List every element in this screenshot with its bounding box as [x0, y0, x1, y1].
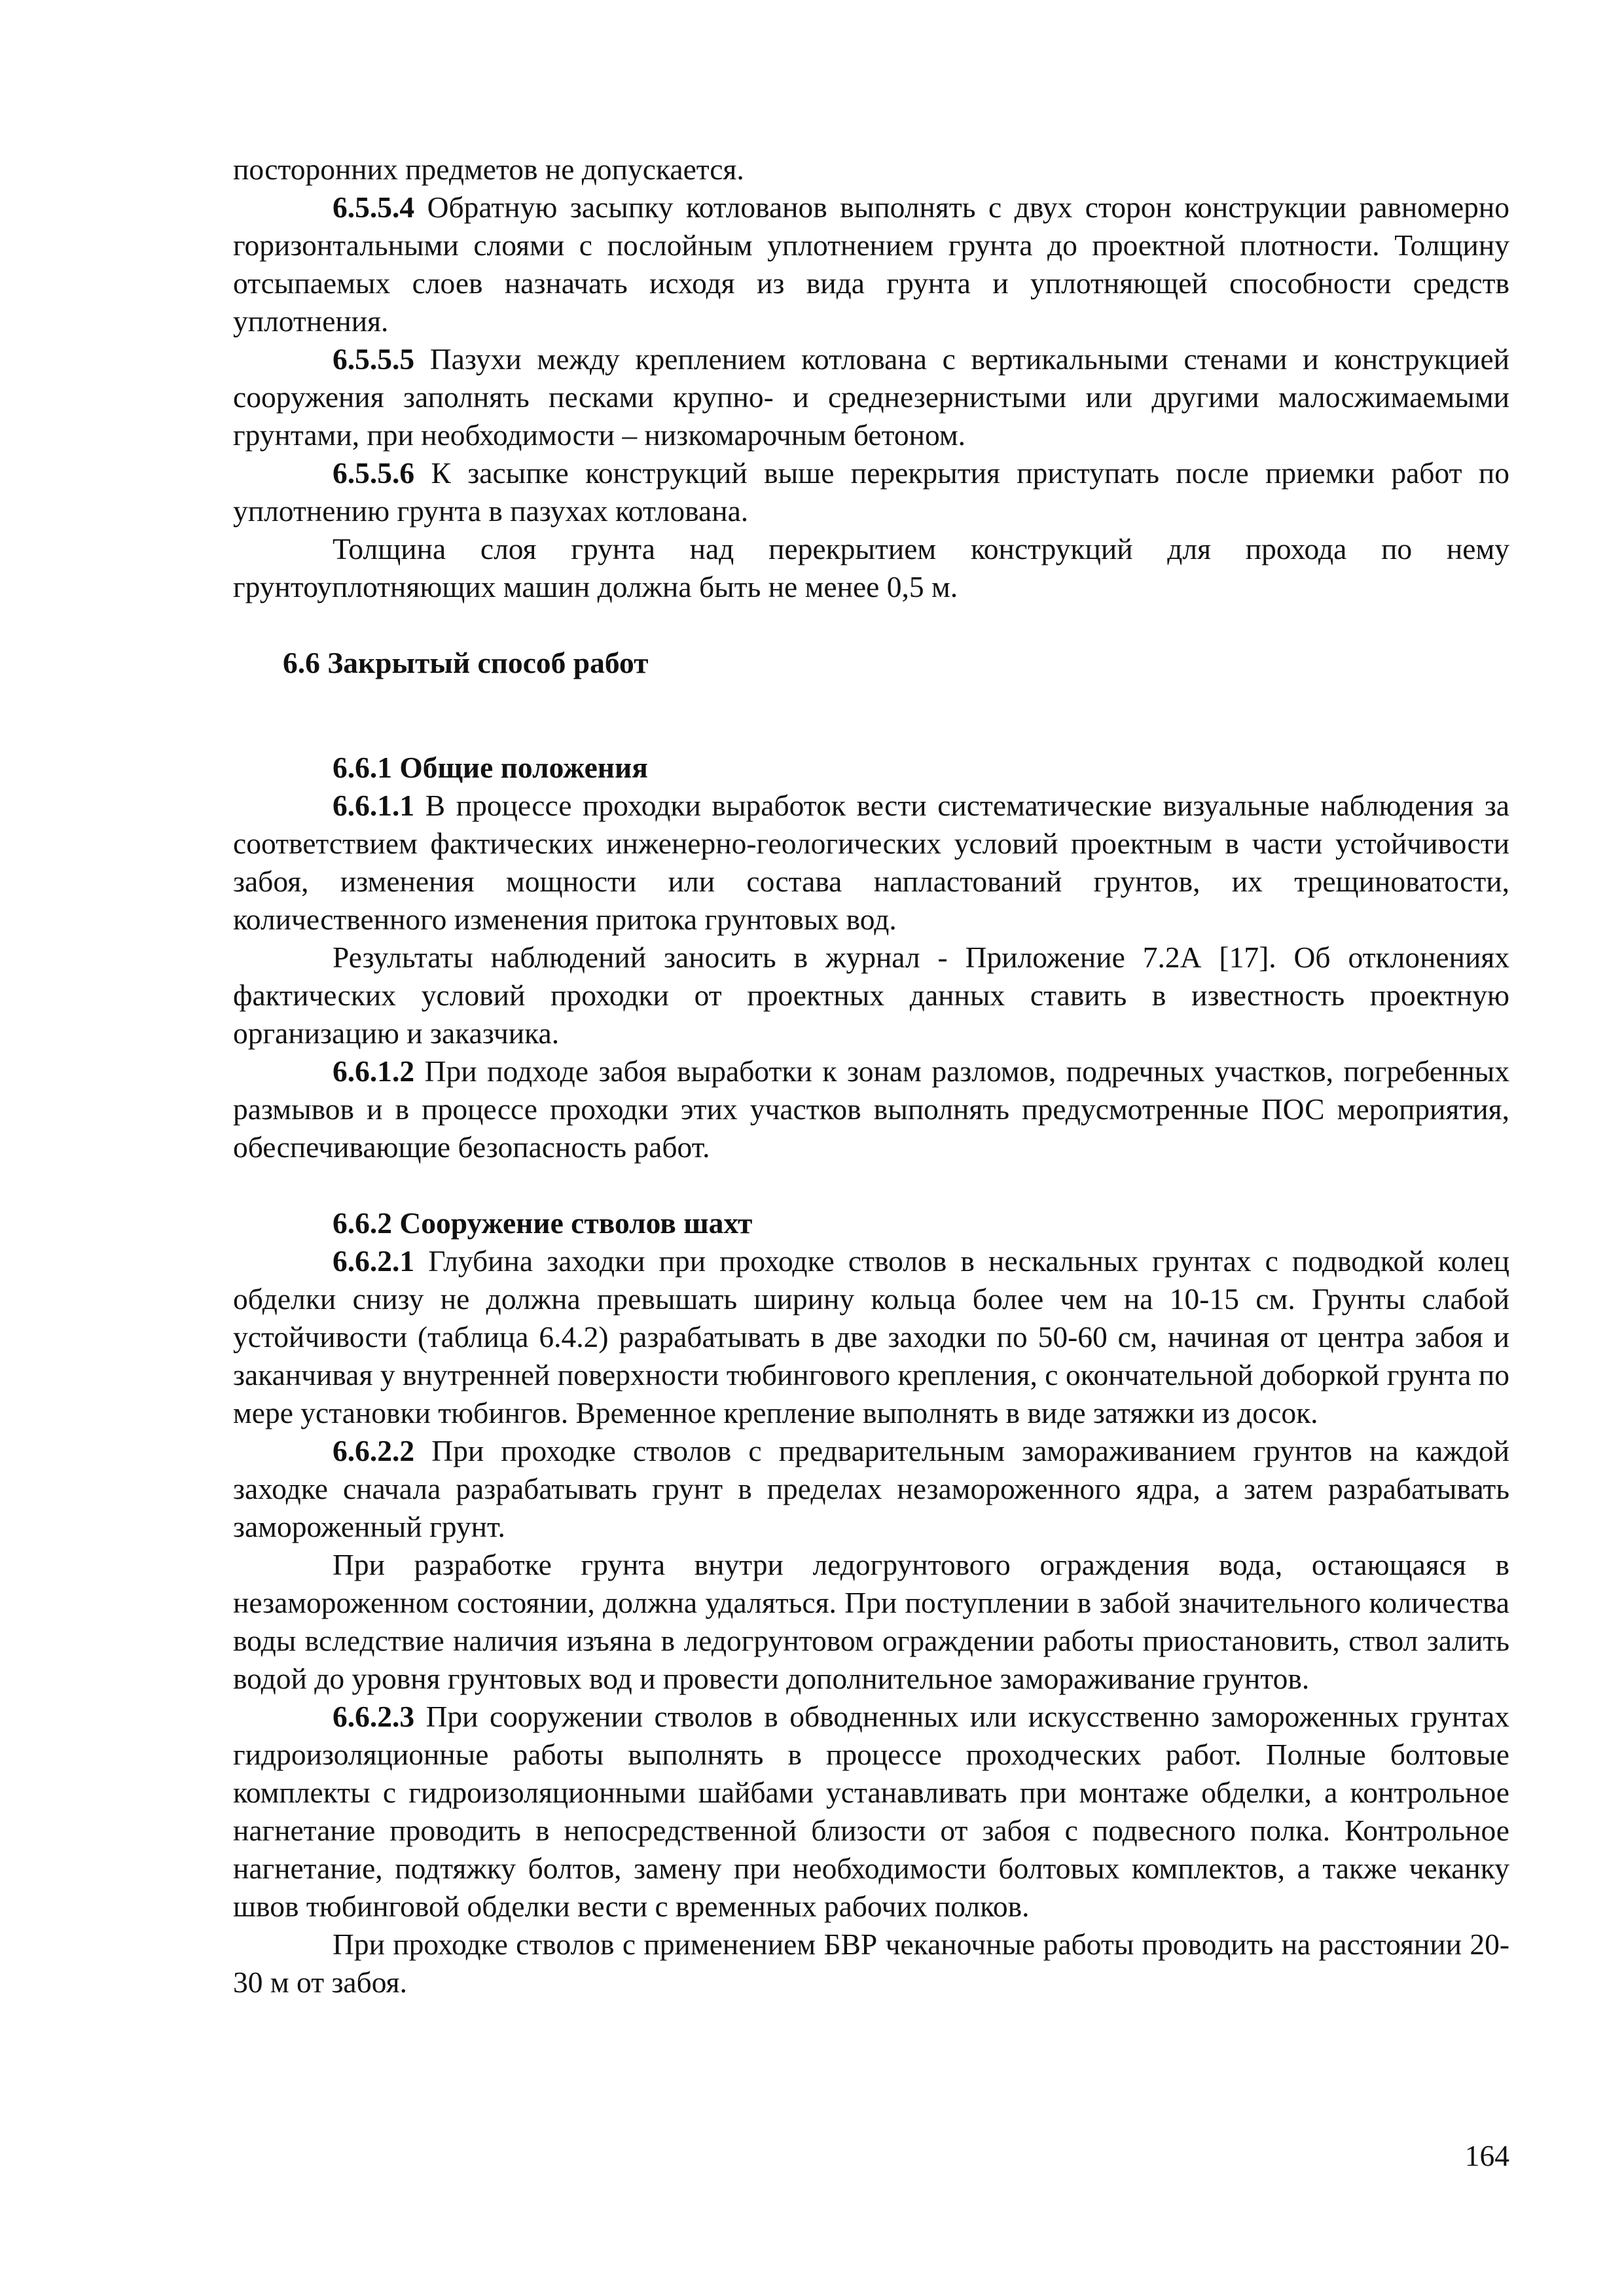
- clause-number: 6.6.2.1: [333, 1244, 415, 1278]
- paragraph-continuation: [233, 151, 1509, 188]
- subsection-heading-6-6-2: 6.6.2 Сооружение стволов шахт: [333, 1206, 753, 1240]
- section-heading-6-6: 6.6 Закрытый способ работ: [283, 646, 649, 679]
- clause-number: 6.6.2.3: [333, 1700, 415, 1733]
- clause-6-5-5-6: [233, 454, 1509, 530]
- paragraph-text: К засыпке конструкций выше перекрытия приступать после приемки работ по уплотнению грунта в пазухах котлована.: [233, 456, 1509, 528]
- clause-6-6-2-2: [233, 1432, 1509, 1546]
- clause-6-5-5-4: [233, 188, 1509, 340]
- clause-number: 6.5.5.4: [333, 190, 415, 224]
- clause-6-6-1-2: [233, 1052, 1509, 1166]
- clause-number: 6.6.1.2: [333, 1054, 415, 1088]
- paragraph-text: При проходке стволов с предварительным замораживанием грунтов на каждой заходке сначала разрабатывать грунт в пределах незамороженного ядра, а затем разрабатывать замороженный грунт.: [233, 1434, 1509, 1543]
- paragraph-observations: [233, 939, 1509, 1052]
- paragraph-text: Результаты наблюдений заносить в журнал - Приложение 7.2А [17]. Об отклонениях фактических условий проходки от проектных данных ставить в известность проектную организацию и заказчика.: [233, 941, 1509, 1050]
- document-page: [233, 151, 1509, 2001]
- clause-6-6-1-1: [233, 787, 1509, 939]
- paragraph-text: При подходе забоя выработки к зонам разломов, подречных участков, погребенных размывов и в процессе проходки этих участков выполнять предусмотренные ПОС мероприятия, обеспечивающие безопасность работ.: [233, 1054, 1509, 1164]
- clause-number: 6.5.5.6: [333, 456, 415, 490]
- paragraph-ice-wall: [233, 1546, 1509, 1698]
- page-number: 164: [1464, 2139, 1509, 2172]
- paragraph-soil-layer: [233, 530, 1509, 606]
- paragraph-blasting: [233, 1926, 1509, 2001]
- clause-number: 6.6.1.1: [333, 789, 415, 822]
- clause-number: 6.5.5.5: [333, 342, 415, 376]
- paragraph-text: посторонних предметов не допускается.: [233, 152, 744, 186]
- subsection-heading-6-6-1: 6.6.1 Общие положения: [333, 751, 648, 784]
- clause-6-5-5-5: [233, 340, 1509, 454]
- paragraph-text: При сооружении стволов в обводненных или искусственно замороженных грунтах гидроизоляционные работы выполнять в процессе проходческих работ. Полные болтовые комплекты с гидроизоляционными шайбами устанавливать при монтаже обделки, а контрольное нагнетание проводить в непосредственной близости от забоя с подвесного полка. Контрольное нагнетание, подтяжку болтов, замену при необходимости болтовых комплектов, а также чеканку швов тюбинговой обделки вести с временных рабочих полков.: [233, 1700, 1509, 1923]
- paragraph-text: При проходке стволов с применением БВР чеканочные работы проводить на расстоянии 20-30 м от забоя.: [233, 1928, 1509, 1999]
- clause-6-6-2-3: [233, 1698, 1509, 1926]
- paragraph-text: Толщина слоя грунта над перекрытием конструкций для прохода по нему грунтоуплотняющих машин должна быть не менее 0,5 м.: [233, 532, 1509, 603]
- paragraph-text: Пазухи между креплением котлована с вертикальными стенами и конструкцией сооружения заполнять песками крупно- и среднезернистыми или другими малосжимаемыми грунтами, при необходимости – низкомарочным бетоном.: [233, 342, 1509, 452]
- paragraph-text: При разработке грунта внутри ледогрунтового ограждения вода, остающаяся в незамороженном состоянии, должна удаляться. При поступлении в забой значительного количества воды вследствие наличия изъяна в ледогрунтовом ограждении работы приостановить, ствол залить водой до уровня грунтовых вод и провести дополнительное замораживание грунтов.: [233, 1548, 1509, 1695]
- paragraph-text: В процессе проходки выработок вести систематические визуальные наблюдения за соответствием фактических инженерно-геологических условий проектным в части устойчивости забоя, изменения мощности или состава напластований грунтов, их трещиноватости, количественного изменения притока грунтовых вод.: [233, 789, 1509, 936]
- clause-6-6-2-1: [233, 1242, 1509, 1432]
- clause-number: 6.6.2.2: [333, 1434, 415, 1467]
- paragraph-text: Обратную засыпку котлованов выполнять с двух сторон конструкции равномерно горизонтальными слоями с послойным уплотнением грунта до проектной плотности. Толщину отсыпаемых слоев назначать исходя из вида грунта и уплотняющей способности средств уплотнения.: [233, 190, 1509, 338]
- paragraph-text: Глубина заходки при проходке стволов в нескальных грунтах с подводкой колец обделки снизу не должна превышать ширину кольца более чем на 10-15 см. Грунты слабой устойчивости (таблица 6.4.2) разрабатывать в две заходки по 50-60 см, начиная от центра забоя и заканчивая у внутренней поверхности тюбингового крепления, с окончательной доборкой грунта по мере установки тюбингов. Временное крепление выполнять в виде затяжки из досок.: [233, 1244, 1509, 1429]
